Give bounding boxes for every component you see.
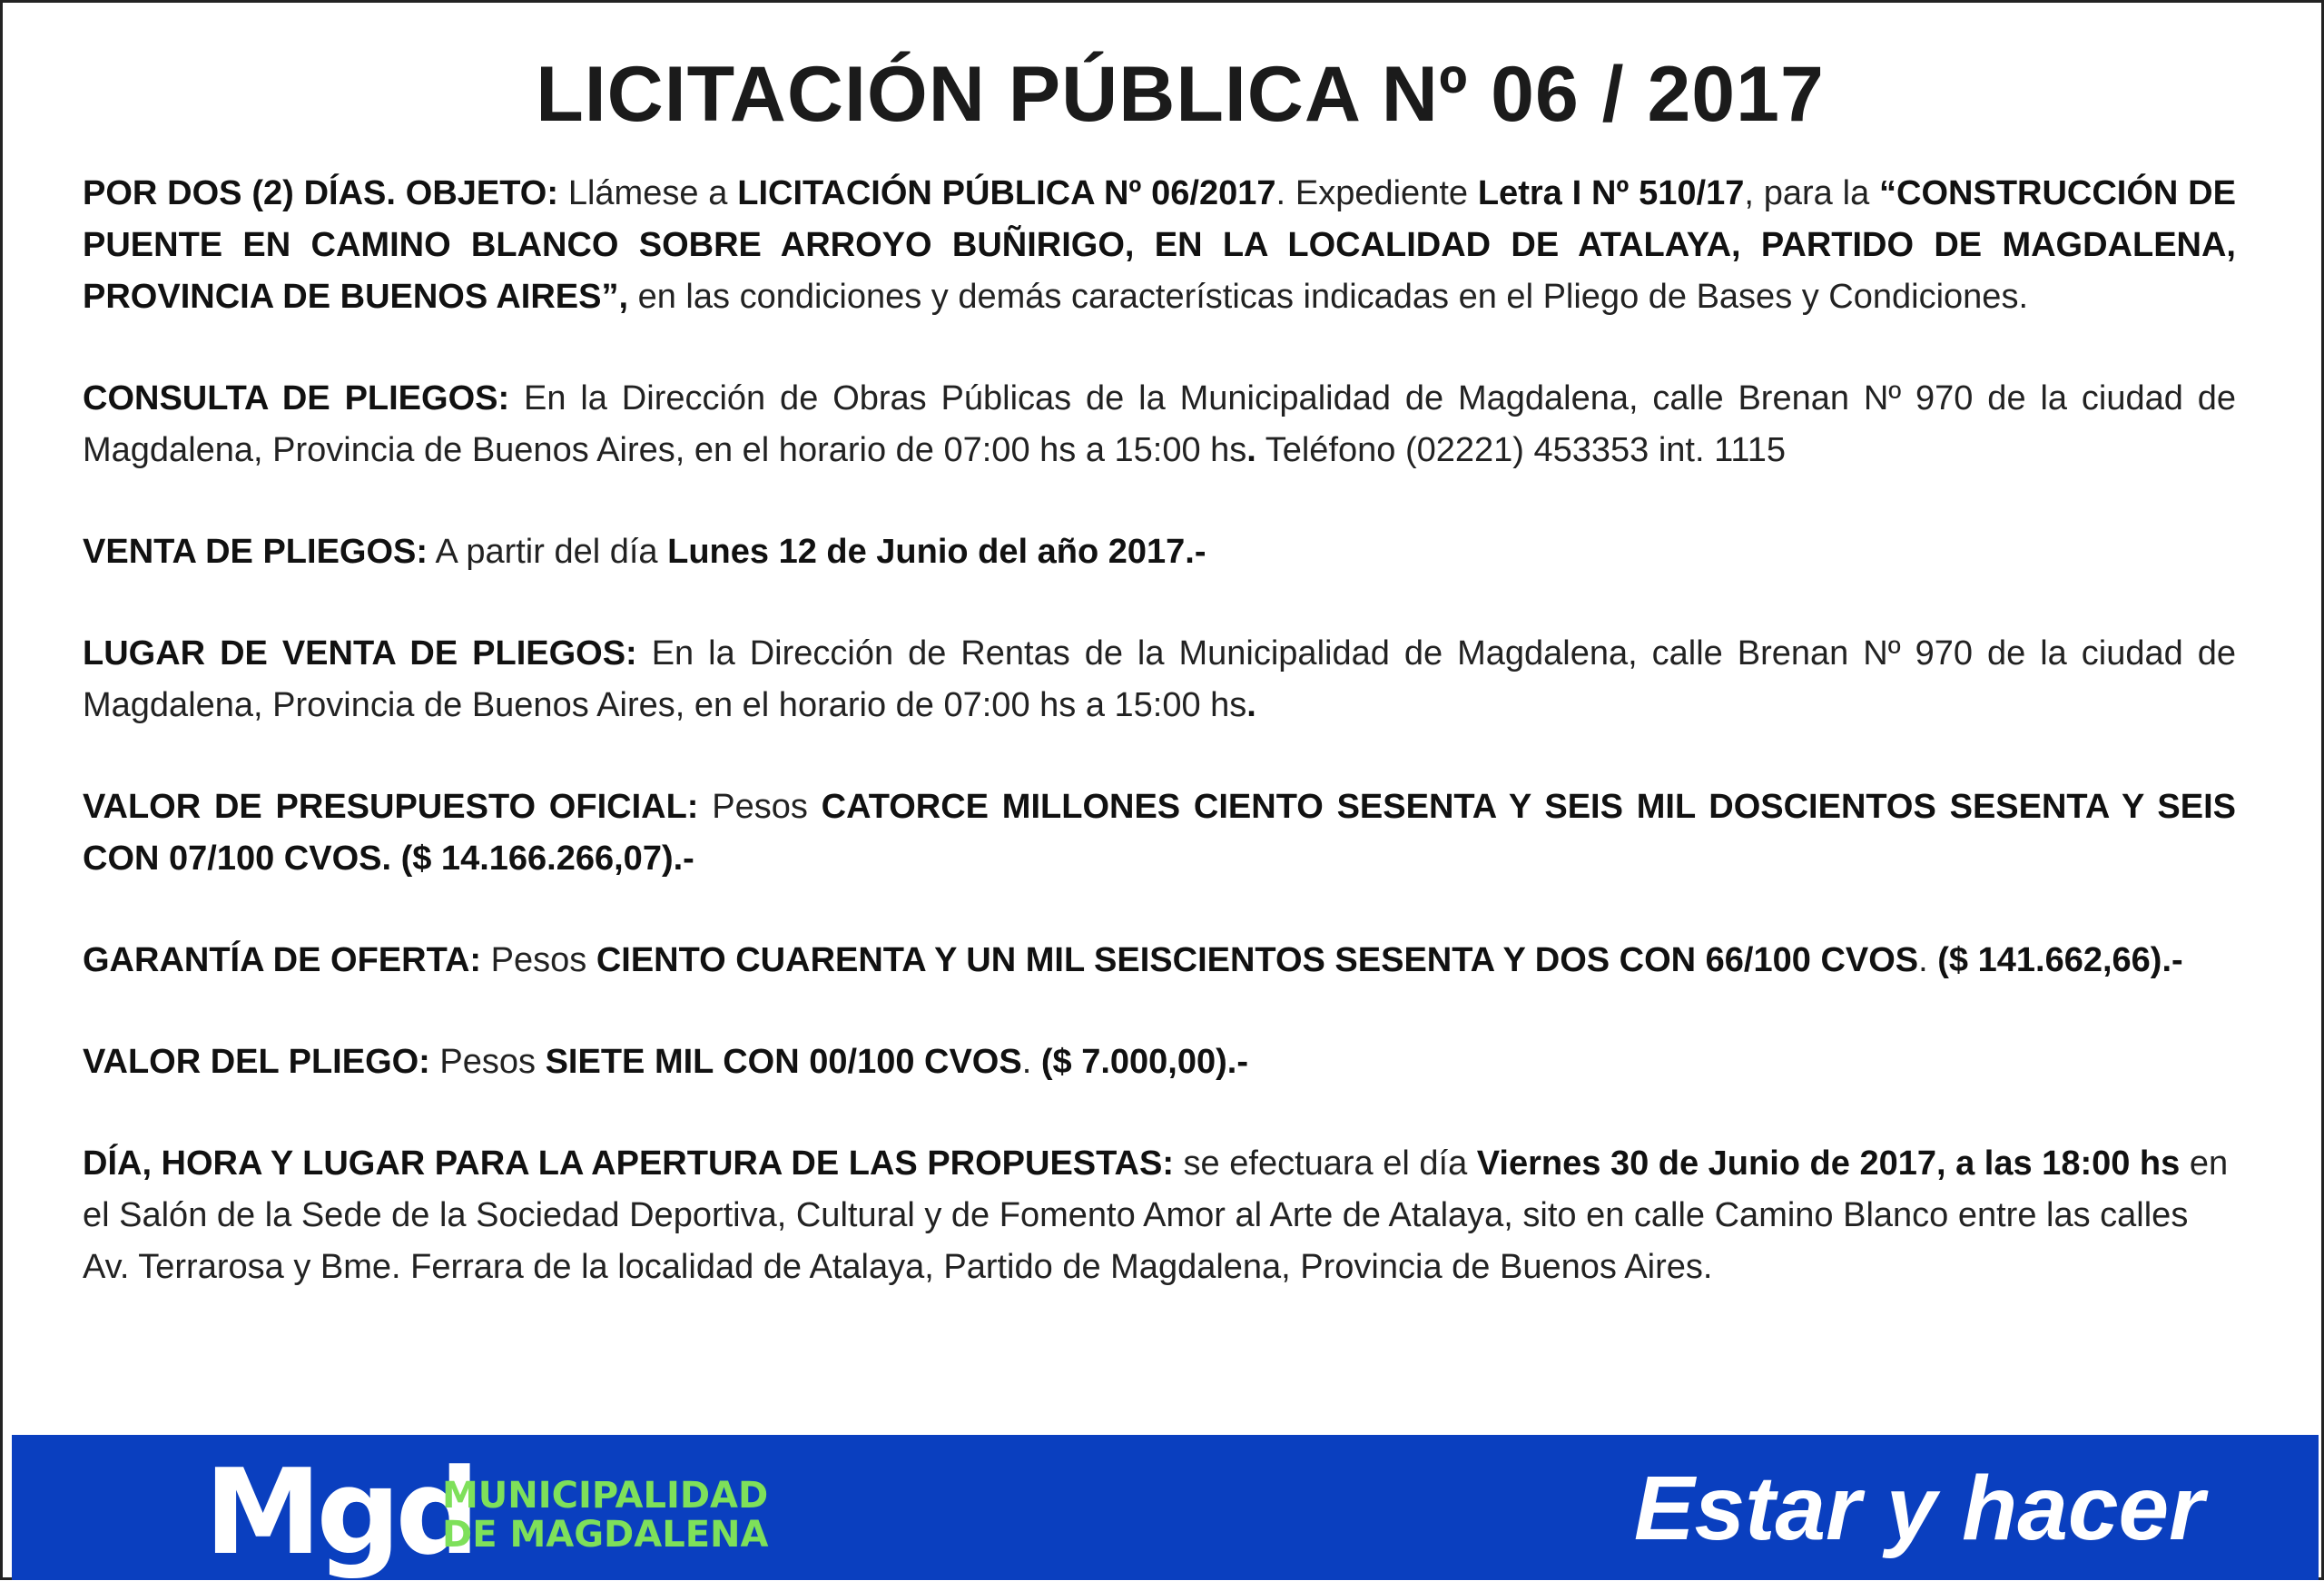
municipality-name-line1: MUNICIPALIDAD — [442, 1475, 769, 1517]
pliego-amount-text: SIETE MIL CON 00/100 CVOS — [545, 1043, 1022, 1081]
guarantee-amount: ($ 141.662,66).- — [1937, 941, 2183, 979]
text: . — [1246, 686, 1256, 724]
text: En la Dirección de Obras Públicas de la Municipalidad de Magdalena, calle Brenan Nº 970 de la ciudad de Magdalena, Provincia de Buenos Aires, en el horario de 07:00 hs a 15:00 hs — [83, 379, 2236, 469]
paragraph-valor-pliego — [83, 1036, 2236, 1088]
text: en el Salón de la Sede de la Sociedad Deportiva, Cultural y de Fomento Amor al Arte de Atalaya, sito en calle Camino Blanco entre las calles Av. Terrarosa y Bme. Ferrara de la localidad de Atalaya, Partido de Magdalena, Provincia de Buenos Aires. — [83, 1144, 2229, 1286]
label-apertura: DÍA, HORA Y LUGAR PARA LA APERTURA DE LAS PROPUESTAS: — [83, 1144, 1174, 1183]
guarantee-amount-text: CIENTO CUARENTA Y UN MIL SEISCIENTOS SESENTA Y DOS CON 66/100 CVOS — [596, 941, 1919, 979]
paragraph-garantia — [83, 935, 2236, 987]
notice-body — [83, 168, 2236, 1343]
text: Llámese a — [558, 174, 738, 212]
paragraph-objeto — [83, 168, 2236, 323]
text: . — [1246, 431, 1256, 469]
text: . — [1918, 941, 1938, 979]
paragraph-presupuesto — [83, 781, 2236, 885]
municipality-name-line2: DE MAGDALENA — [442, 1514, 769, 1556]
project-name: “CONSTRUCCIÓN DE PUENTE EN CAMINO BLANCO SOBRE ARROYO BUÑIRIGO, EN LA LOCALIDAD DE ATALAYA, PARTIDO DE MAGDALENA, PROVINCIA DE BUENOS AIRES”, — [83, 174, 2236, 316]
label-lugar-venta: LUGAR DE VENTA DE PLIEGOS: — [83, 634, 637, 673]
footer-banner — [12, 1435, 2319, 1580]
text: Pesos — [429, 1043, 546, 1081]
paragraph-venta — [83, 526, 2236, 578]
text: En la Dirección de Rentas de la Municipalidad de Magdalena, calle Brenan Nº 970 de la ciudad de Magdalena, Provincia de Buenos Aires, en el horario de 07:00 hs a 15:00 hs — [83, 634, 2236, 724]
opening-date: Viernes 30 de Junio de 2017, a las 18:00 hs — [1476, 1144, 2181, 1183]
label-objeto: POR DOS (2) DÍAS. OBJETO: — [83, 174, 558, 212]
text: Pesos — [481, 941, 596, 979]
sale-date: Lunes 12 de Junio del año 2017.- — [667, 533, 1206, 571]
paragraph-lugar-venta — [83, 628, 2236, 732]
text: Pesos — [698, 788, 822, 826]
label-valor-pliego: VALOR DEL PLIEGO: — [83, 1043, 430, 1081]
text: en las condiciones y demás características indicadas en el Pliego de Bases y Condiciones. — [628, 278, 2028, 316]
text: . Expediente — [1275, 174, 1478, 212]
notice-title: LICITACIÓN PÚBLICA Nº 06 / 2017 — [536, 51, 1825, 138]
paragraph-consulta — [83, 373, 2236, 476]
licitacion-number: LICITACIÓN PÚBLICA Nº 06/2017 — [737, 174, 1276, 212]
paragraph-apertura — [83, 1138, 2236, 1293]
expediente-number: Letra I Nº 510/17 — [1477, 174, 1745, 212]
budget-amount: CATORCE MILLONES CIENTO SESENTA Y SEIS MIL DOSCIENTOS SESENTA Y SEIS CON 07/100 CVOS. ($ 14.166.266,07).- — [83, 788, 2236, 878]
text: . — [1021, 1043, 1041, 1081]
text: se efectuara el día — [1174, 1144, 1477, 1183]
text: , para la — [1744, 174, 1880, 212]
phone-text: Teléfono (02221) 453353 int. 1115 — [1256, 431, 1786, 469]
slogan: Estar y hacer — [1633, 1458, 2204, 1559]
label-consulta: CONSULTA DE PLIEGOS: — [83, 379, 510, 417]
municipality-name — [442, 1477, 768, 1555]
mgd-logo: Mgd — [204, 1443, 475, 1581]
label-garantia: GARANTÍA DE OFERTA: — [83, 941, 482, 979]
pliego-amount: ($ 7.000,00).- — [1040, 1043, 1248, 1081]
label-venta: VENTA DE PLIEGOS: — [83, 533, 428, 571]
label-presupuesto: VALOR DE PRESUPUESTO OFICIAL: — [83, 788, 699, 826]
text: A partir del día — [428, 533, 668, 571]
